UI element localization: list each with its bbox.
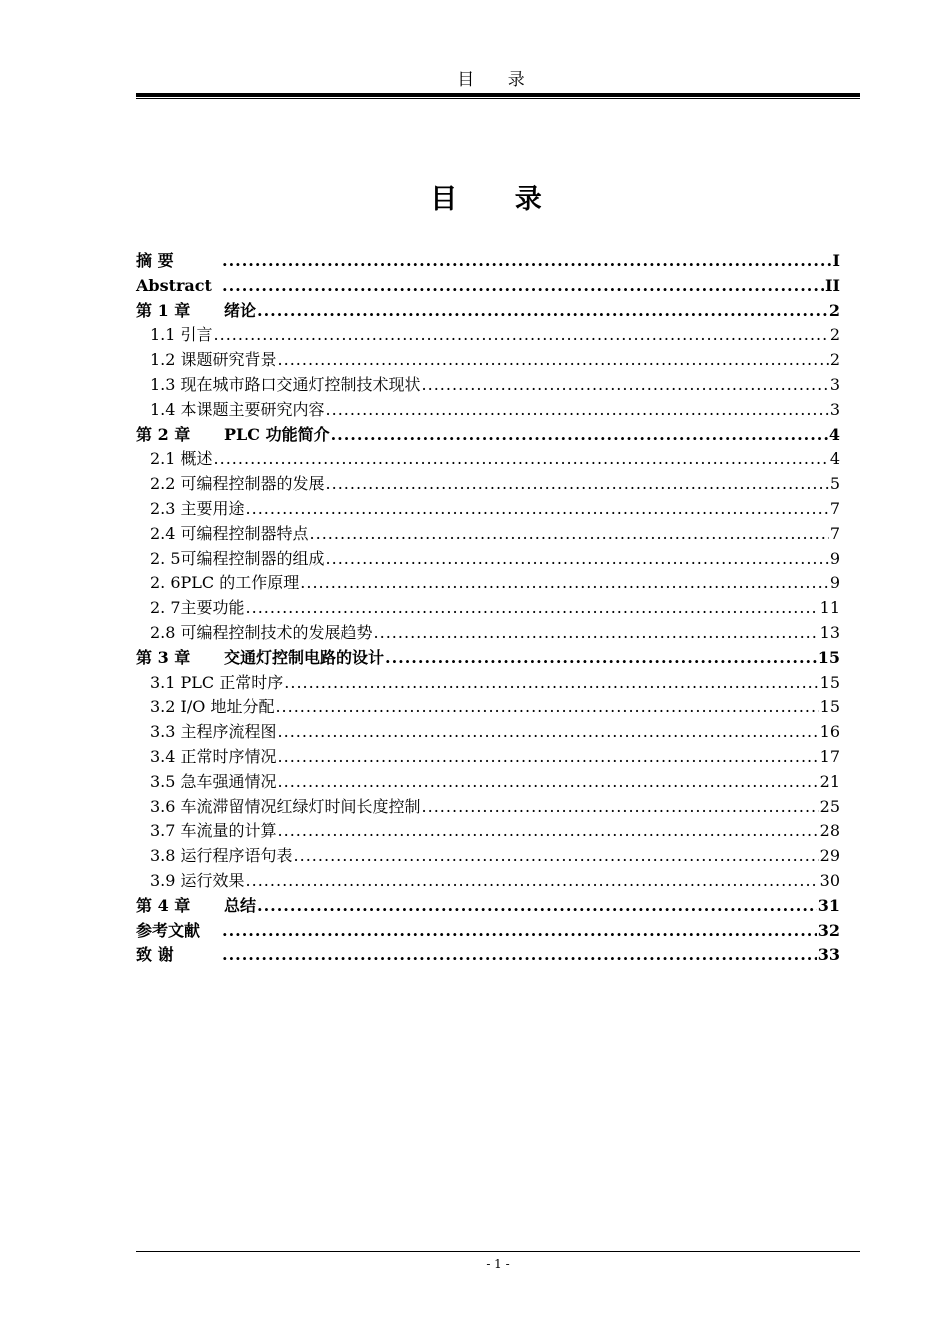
toc-entry-label: 1.2 课题研究背景	[150, 350, 277, 370]
toc-dot-leader	[422, 373, 829, 398]
toc-dot-leader	[278, 745, 819, 770]
toc-dot-leader	[278, 720, 819, 745]
toc-entry-label: 3.3 主程序流程图	[150, 722, 277, 742]
toc-page-number: 28	[819, 821, 840, 841]
toc-entry-chapter[interactable]	[136, 249, 840, 274]
toc-entry-label: 2.1 概述	[150, 449, 213, 469]
toc-entry-label	[136, 299, 256, 324]
toc-dot-leader	[246, 596, 819, 621]
toc-page-number: 31	[817, 895, 840, 915]
toc-chapter-title: 总结	[224, 895, 257, 915]
toc-page-number: 9	[829, 548, 840, 568]
toc-dot-leader	[374, 621, 819, 646]
toc-chapter-number: 第 4 章	[136, 895, 191, 915]
toc-dot-leader	[222, 919, 817, 944]
toc-entry-label: 1.1 引言	[150, 325, 213, 345]
toc-page-number: 13	[819, 622, 840, 642]
toc-chapter-title: PLC 功能简介	[224, 424, 330, 444]
toc-entry-section[interactable]	[136, 447, 840, 472]
toc-dot-leader	[300, 571, 829, 596]
toc-entry-label: 3.8 运行程序语句表	[150, 846, 293, 866]
toc-entry-section[interactable]	[136, 795, 840, 820]
toc-entry-section[interactable]	[136, 770, 840, 795]
toc-entry-section[interactable]	[136, 720, 840, 745]
toc-page-number: 29	[819, 846, 840, 866]
toc-page-number: 3	[829, 399, 840, 419]
toc-entry-section[interactable]	[136, 819, 840, 844]
toc-page-number: 4	[828, 424, 840, 444]
toc-entry-label: 2. 6PLC 的工作原理	[150, 573, 300, 593]
toc-entry-chapter[interactable]	[136, 274, 840, 299]
toc-dot-leader	[246, 869, 819, 894]
toc-entry-section[interactable]	[136, 522, 840, 547]
toc-page-number: 32	[817, 920, 840, 940]
toc-page-number: 15	[819, 697, 840, 717]
toc-dot-leader	[331, 423, 828, 448]
toc-page-number: 2	[829, 325, 840, 345]
toc-page-number: 9	[829, 573, 840, 593]
toc-dot-leader	[326, 472, 829, 497]
toc-dot-leader	[422, 795, 819, 820]
toc-entry-section[interactable]	[136, 348, 840, 373]
toc-entry-label: 1.4 本课题主要研究内容	[150, 399, 325, 419]
toc-entry-label: 2.8 可编程控制技术的发展趋势	[150, 622, 373, 642]
toc-page-number: 11	[819, 598, 840, 618]
toc-dot-leader	[310, 522, 829, 547]
running-header: 目 录	[457, 70, 539, 90]
footer-rule	[136, 1251, 860, 1252]
toc-chapter-title: 交通灯控制电路的设计	[224, 647, 385, 667]
toc-entry-label: 3.6 车流滞留情况红绿灯时间长度控制	[150, 796, 421, 816]
toc-entry-label: 2. 7主要功能	[150, 598, 245, 618]
toc-entry-chapter[interactable]	[136, 646, 840, 671]
toc-entry-section[interactable]	[136, 869, 840, 894]
toc-page-number: 5	[829, 474, 840, 494]
toc-entry-label: 2.2 可编程控制器的发展	[150, 474, 325, 494]
toc-entry-chapter[interactable]	[136, 894, 840, 919]
toc-entry-chapter[interactable]	[136, 299, 840, 324]
toc-entry-label	[136, 423, 330, 448]
toc-page-number: 2	[828, 300, 840, 320]
toc-entry-section[interactable]	[136, 671, 840, 696]
toc-page-number: 4	[829, 449, 840, 469]
toc-page-number: II	[825, 275, 840, 295]
toc-entry-section[interactable]	[136, 844, 840, 869]
toc-page-number: 21	[819, 771, 840, 791]
toc-entry-label: 3.4 正常时序情况	[150, 746, 277, 766]
toc-entry-label: 参考文献	[136, 920, 201, 940]
toc-dot-leader	[275, 695, 818, 720]
toc-entry-label: Abstract	[136, 275, 212, 295]
toc-entry-section[interactable]	[136, 472, 840, 497]
toc-dot-leader	[214, 323, 829, 348]
toc-entry-label: 3.7 车流量的计算	[150, 821, 277, 841]
toc-dot-leader	[278, 819, 819, 844]
toc-entry-label	[136, 646, 384, 671]
toc-entry-section[interactable]	[136, 497, 840, 522]
page-title: 目 录	[430, 184, 566, 215]
toc-page-number: 3	[829, 374, 840, 394]
toc-entry-section[interactable]	[136, 373, 840, 398]
toc-entry-section[interactable]	[136, 547, 840, 572]
toc-page-number: 25	[819, 796, 840, 816]
toc-page-number: 2	[829, 350, 840, 370]
header-rule	[136, 93, 860, 97]
toc-entry-label: 摘 要	[136, 251, 174, 270]
toc-dot-leader	[214, 447, 829, 472]
toc-entry-section[interactable]	[136, 571, 840, 596]
toc-chapter-title: 绪论	[224, 300, 257, 320]
toc-page-number: 17	[819, 746, 840, 766]
toc-entry-label: 3.1 PLC 正常时序	[150, 672, 284, 692]
toc-entry-label: 2.4 可编程控制器特点	[150, 523, 309, 543]
toc-entry-label: 3.5 急车强通情况	[150, 771, 277, 791]
toc-dot-leader	[294, 844, 819, 869]
toc-entry-section[interactable]	[136, 323, 840, 348]
toc-page-number: I	[832, 251, 840, 270]
toc-dot-leader	[284, 671, 818, 696]
page-number: - 1 -	[486, 1257, 510, 1271]
toc-entry-label: 1.3 现在城市路口交通灯控制技术现状	[150, 374, 421, 394]
toc-entry-section[interactable]	[136, 695, 840, 720]
toc-page-number: 33	[817, 945, 840, 965]
toc-entry-label: 致 谢	[136, 945, 174, 965]
toc-entry-section[interactable]	[136, 398, 840, 423]
toc-dot-leader	[222, 943, 817, 968]
toc-chapter-number: 第 3 章	[136, 647, 191, 667]
toc-dot-leader	[326, 547, 829, 572]
toc-dot-leader	[257, 894, 817, 919]
toc-entry-chapter[interactable]	[136, 943, 840, 968]
toc-entry-chapter[interactable]	[136, 919, 840, 944]
table-of-contents	[136, 249, 840, 968]
toc-chapter-number: 第 1 章	[136, 300, 191, 320]
toc-page-number: 30	[819, 870, 840, 890]
toc-dot-leader	[278, 770, 819, 795]
toc-entry-label: 3.9 运行效果	[150, 870, 245, 890]
toc-dot-leader	[222, 249, 832, 274]
toc-entry-section[interactable]	[136, 621, 840, 646]
toc-page-number: 7	[829, 498, 840, 518]
toc-entry-label: 2.3 主要用途	[150, 498, 245, 518]
toc-dot-leader	[385, 646, 817, 671]
toc-dot-leader	[246, 497, 829, 522]
toc-entry-label: 3.2 I/O 地址分配	[150, 697, 275, 717]
toc-entry-section[interactable]	[136, 745, 840, 770]
toc-page-number: 15	[819, 672, 840, 692]
toc-entry-section[interactable]	[136, 596, 840, 621]
header-rule-thin	[136, 98, 860, 99]
toc-page-number: 15	[817, 647, 840, 667]
toc-dot-leader	[222, 274, 824, 299]
toc-chapter-number: 第 2 章	[136, 424, 191, 444]
toc-dot-leader	[326, 398, 829, 423]
toc-entry-label	[136, 894, 256, 919]
toc-dot-leader	[278, 348, 829, 373]
toc-page-number: 7	[829, 523, 840, 543]
toc-entry-chapter[interactable]	[136, 423, 840, 448]
toc-entry-label: 2. 5可编程控制器的组成	[150, 548, 325, 568]
toc-page-number: 16	[819, 722, 840, 742]
toc-dot-leader	[257, 299, 828, 324]
